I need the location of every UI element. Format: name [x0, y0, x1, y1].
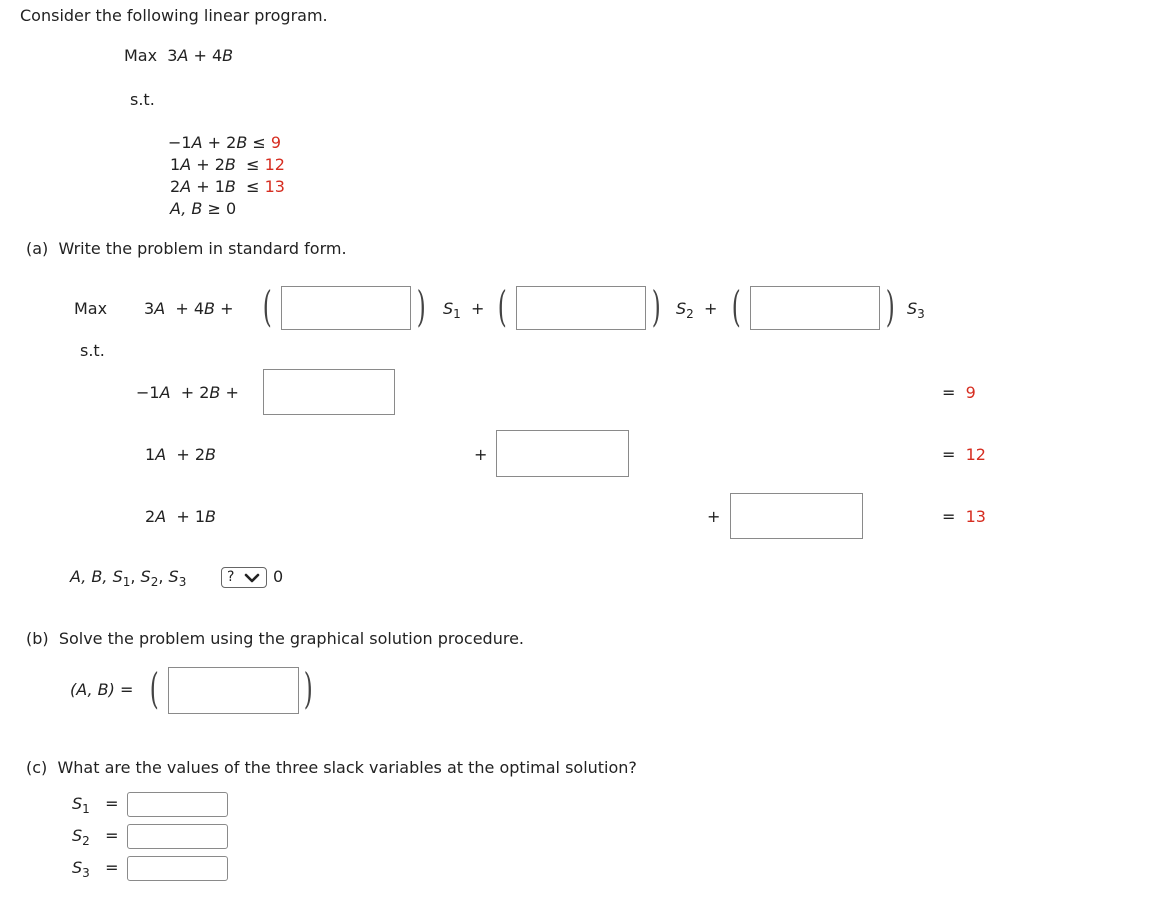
objective-line: Max 3A + 4B [124, 46, 234, 65]
std-row-1-rhs: = 9 [942, 383, 976, 402]
s2-value-label: $S_2$ = [72, 826, 119, 848]
std-nonneg-zero: 0 [273, 567, 284, 586]
optimal-solution-input[interactable] [168, 667, 299, 714]
row-1-s1-coefficient-input[interactable] [263, 369, 395, 415]
std-row-1-terms: −1A + 2B + [136, 383, 239, 402]
s2-label: $S_2$ + [676, 299, 718, 321]
ab-pair-label: (A, B) = [70, 680, 134, 699]
part-c-question: (c) What are the values of the three slack variables at the optimal solution? [26, 758, 637, 777]
s3-value-input[interactable] [127, 856, 228, 881]
chevron-down-icon [244, 572, 260, 584]
std-row-3-rhs: = 13 [942, 507, 986, 526]
s1-label: $S_1$ + [443, 299, 485, 321]
s1-value-input[interactable] [127, 792, 228, 817]
st-label: s.t. [130, 90, 155, 109]
s3-value-label: $S_3$ = [72, 858, 119, 880]
std-row-2-plus: + [474, 445, 488, 464]
part-a-question: (a) Write the problem in standard form. [26, 239, 347, 258]
left-paren-s2: ( [497, 282, 507, 331]
row-2-s2-coefficient-input[interactable] [496, 430, 629, 477]
s2-value-input[interactable] [127, 824, 228, 849]
nonneg-constraint: A, B ≥ 0 [170, 199, 237, 218]
left-paren-s3: ( [731, 282, 741, 331]
std-row-3-plus: + [707, 507, 721, 526]
intro-text: Consider the following linear program. [20, 6, 328, 25]
part-b-question: (b) Solve the problem using the graphical solution procedure. [26, 629, 525, 648]
left-paren-s1: ( [262, 282, 272, 331]
std-objective: 3A + 4B + [144, 299, 234, 318]
s3-objective-coefficient-input[interactable] [750, 286, 880, 330]
std-max-label: Max [74, 299, 108, 318]
row-3-s3-coefficient-input[interactable] [730, 493, 863, 539]
std-row-2-terms: 1A + 2B [145, 445, 216, 464]
std-row-3-terms: 2A + 1B [145, 507, 216, 526]
s1-value-label: $S_1$ = [72, 794, 119, 816]
right-paren-ab: ) [303, 664, 313, 713]
s2-objective-coefficient-input[interactable] [516, 286, 646, 330]
std-st-label: s.t. [80, 341, 105, 360]
left-paren-ab: ( [149, 664, 159, 713]
inequality-select-value: ? [227, 569, 235, 585]
inequality-select[interactable] [221, 567, 267, 588]
std-nonneg-vars: A, B, $S_1$, $S_2$, $S_3$ [70, 567, 187, 589]
std-row-2-rhs: = 12 [942, 445, 986, 464]
right-paren-s2: ) [651, 282, 661, 331]
s1-objective-coefficient-input[interactable] [281, 286, 411, 330]
s3-label: $S_3$ [907, 299, 925, 321]
constraint-1: −1A + 2B ≤ 9 [168, 133, 282, 152]
right-paren-s3: ) [885, 282, 895, 331]
constraint-2: 1A + 2B ≤ 12 [170, 155, 285, 174]
right-paren-s1: ) [416, 282, 426, 331]
constraint-3: 2A + 1B ≤ 13 [170, 177, 285, 196]
